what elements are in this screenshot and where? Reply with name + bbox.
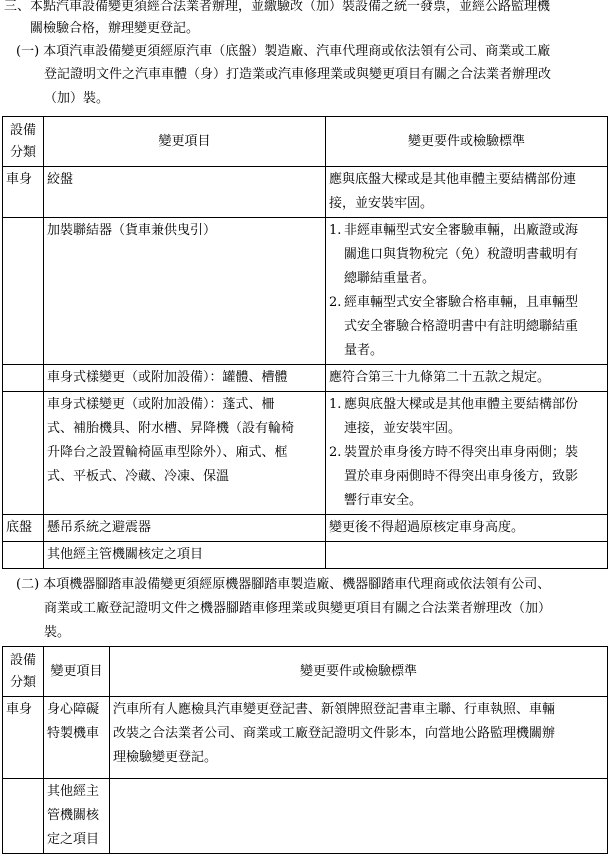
header-category (3, 117, 44, 167)
list-number: 1. (329, 397, 342, 412)
table-row (3, 218, 608, 365)
requirement-list-item (329, 441, 604, 465)
requirement-line: 置於車身兩側時不得突出車身後方，致影 (344, 469, 579, 484)
requirement-list-cont (329, 315, 604, 339)
requirement-list-cont (329, 465, 604, 489)
item-line: 定之項目 (47, 832, 100, 847)
category-cell (3, 392, 44, 515)
requirement-list-item (329, 219, 604, 243)
requirement-cell (326, 515, 608, 542)
item-line: 車身式樣變更（或附加設備）：蓬式、柵 (47, 397, 275, 412)
table-header-row (3, 647, 608, 697)
requirement-cell (326, 392, 608, 515)
table-row (3, 392, 608, 515)
item-cell (44, 218, 326, 365)
subsection-1-line-3: （加）裝。 (44, 91, 110, 106)
item-line: 加裝聯結器（貨車兼供曳引） (47, 223, 217, 238)
requirement-line: 改裝之合法業者公司、商業或工廠登記證明文件影本，向當地公路監理機關辦 (113, 726, 556, 741)
item-cell (44, 167, 326, 218)
table-car-modifications (2, 116, 608, 569)
table-row (3, 515, 608, 542)
section-3-line-2: 關檢驗合格，辦理變更登記。 (30, 21, 200, 36)
category-cell (3, 779, 44, 854)
requirement-cell (110, 697, 608, 779)
subsection-2-line-2: 商業或工廠登記證明文件之機器腳踏車修理業或與變更項目有關之合法業者辦理改（加） (44, 601, 552, 616)
subsection-2-line-3: 裝。 (44, 625, 71, 640)
category-cell (3, 365, 44, 392)
header-category (3, 647, 44, 697)
requirement-list-item (329, 291, 604, 315)
table-row (3, 779, 608, 854)
header-item: 變更項目 (44, 117, 326, 167)
requirement-line: 接，並安裝牢固。 (329, 196, 434, 211)
item-line: 特製機車 (47, 726, 100, 741)
list-number: 1. (329, 223, 342, 238)
requirement-line: 變更後不得超過原核定車身高度。 (329, 520, 525, 535)
item-cell (44, 542, 326, 569)
requirement-line: 理檢驗變更登記。 (113, 750, 218, 765)
requirement-line: 經車輛型式安全審驗合格車輛，且車輛型 (344, 295, 579, 310)
item-line: 絞盤 (47, 172, 74, 187)
requirement-list-cont (329, 417, 604, 441)
requirement-line: 汽車所有人應檢具汽車變更登記書、新領牌照登記書車主聯、行車執照、車輛 (113, 702, 556, 717)
requirement-line: 非經車輛型式安全審驗車輛，出廠證或海 (344, 223, 579, 238)
item-cell (44, 365, 326, 392)
category-cell: 車身 (3, 167, 44, 218)
table-row (3, 542, 608, 569)
requirement-cell (110, 779, 608, 854)
table-row (3, 365, 608, 392)
item-line: 管機關核 (47, 808, 100, 823)
item-line: 懸吊系統之避震器 (47, 520, 152, 535)
requirement-cell (326, 167, 608, 218)
subsection-2-line-1: (二) 本項機器腳踏車設備變更須經原機器腳踏車製造廠、機器腳踏車代理商或依法領有公司、 (16, 577, 551, 592)
category-cell (3, 218, 44, 365)
category-cell (3, 542, 44, 569)
section-3-line-1: 三、本點汽車設備變更須經合法業者辦理，並繳驗改（加）裝設備之統一發票，並經公路監理機 (4, 0, 551, 14)
item-line: 身心障礙 (47, 702, 100, 717)
requirement-line: 量者。 (344, 343, 384, 358)
header-item: 變更項目 (44, 647, 110, 697)
header-requirement: 變更要件或檢驗標準 (110, 647, 608, 697)
item-cell (44, 779, 110, 854)
requirement-cell (326, 218, 608, 365)
requirement-line: 式安全審驗合格證明書中有註明總聯結重 (344, 319, 579, 334)
requirement-list-cont (329, 339, 604, 363)
requirement-line: 連接，並安裝牢固。 (344, 421, 462, 436)
requirement-line: 應符合第三十九條第二十五款之規定。 (329, 370, 551, 385)
requirement-cell (326, 365, 608, 392)
table-row (3, 167, 608, 218)
header-category-line-2: 分類 (9, 144, 36, 160)
item-line: 升降台之設置輪椅區車型除外）、廂式、框 (47, 445, 288, 460)
table-row (3, 697, 608, 779)
requirement-line: 響行車安全。 (344, 493, 423, 508)
item-line: 式、平板式、冷藏、冷凍、保溫 (47, 469, 230, 484)
item-line: 車身式樣變更（或附加設備）：罐體、槽體 (47, 370, 288, 385)
item-line: 其他經主 (47, 784, 100, 799)
item-cell (44, 392, 326, 515)
header-category-line-1: 設備 (9, 122, 36, 138)
list-number: 2. (329, 445, 342, 460)
header-category-line-1: 設備 (9, 652, 36, 668)
category-cell: 車身 (3, 697, 44, 779)
requirement-line: 總聯結重量者。 (344, 271, 436, 286)
requirement-line: 應與底盤大樑或是其他車體主要結構部份 (344, 397, 579, 412)
requirement-list-cont (329, 243, 604, 267)
requirement-list-item (329, 393, 604, 417)
item-line: 式、補胎機具、附水槽、昇降機（設有輪椅 (47, 421, 295, 436)
requirement-list-cont (329, 267, 604, 291)
table-motorcycle-modifications (2, 646, 608, 854)
requirement-cell (326, 542, 608, 569)
subsection-1-line-2: 登記證明文件之汽車車體（身）打造業或汽車修理業或與變更項目有關之合法業者辦理改 (44, 67, 552, 82)
item-cell (44, 515, 326, 542)
requirement-line: 關進口與貨物稅完（免）稅證明書載明有 (344, 247, 579, 262)
subsection-1-line-1: (一) 本項汽車設備變更須經原汽車（底盤）製造廠、汽車代理商或依法領有公司、商業或工廠 (16, 44, 551, 59)
list-number: 2. (329, 295, 342, 310)
header-requirement: 變更要件或檢驗標準 (326, 117, 608, 167)
requirement-line: 裝置於車身後方時不得突出車身兩側；裝 (344, 445, 579, 460)
item-cell (44, 697, 110, 779)
category-cell: 底盤 (3, 515, 44, 542)
item-line: 其他經主管機關核定之項目 (47, 547, 204, 562)
requirement-list-cont (329, 489, 604, 513)
requirement-line: 應與底盤大樑或是其他車體主要結構部份連 (329, 172, 577, 187)
table-header-row (3, 117, 608, 167)
header-category-line-2: 分類 (9, 674, 36, 690)
